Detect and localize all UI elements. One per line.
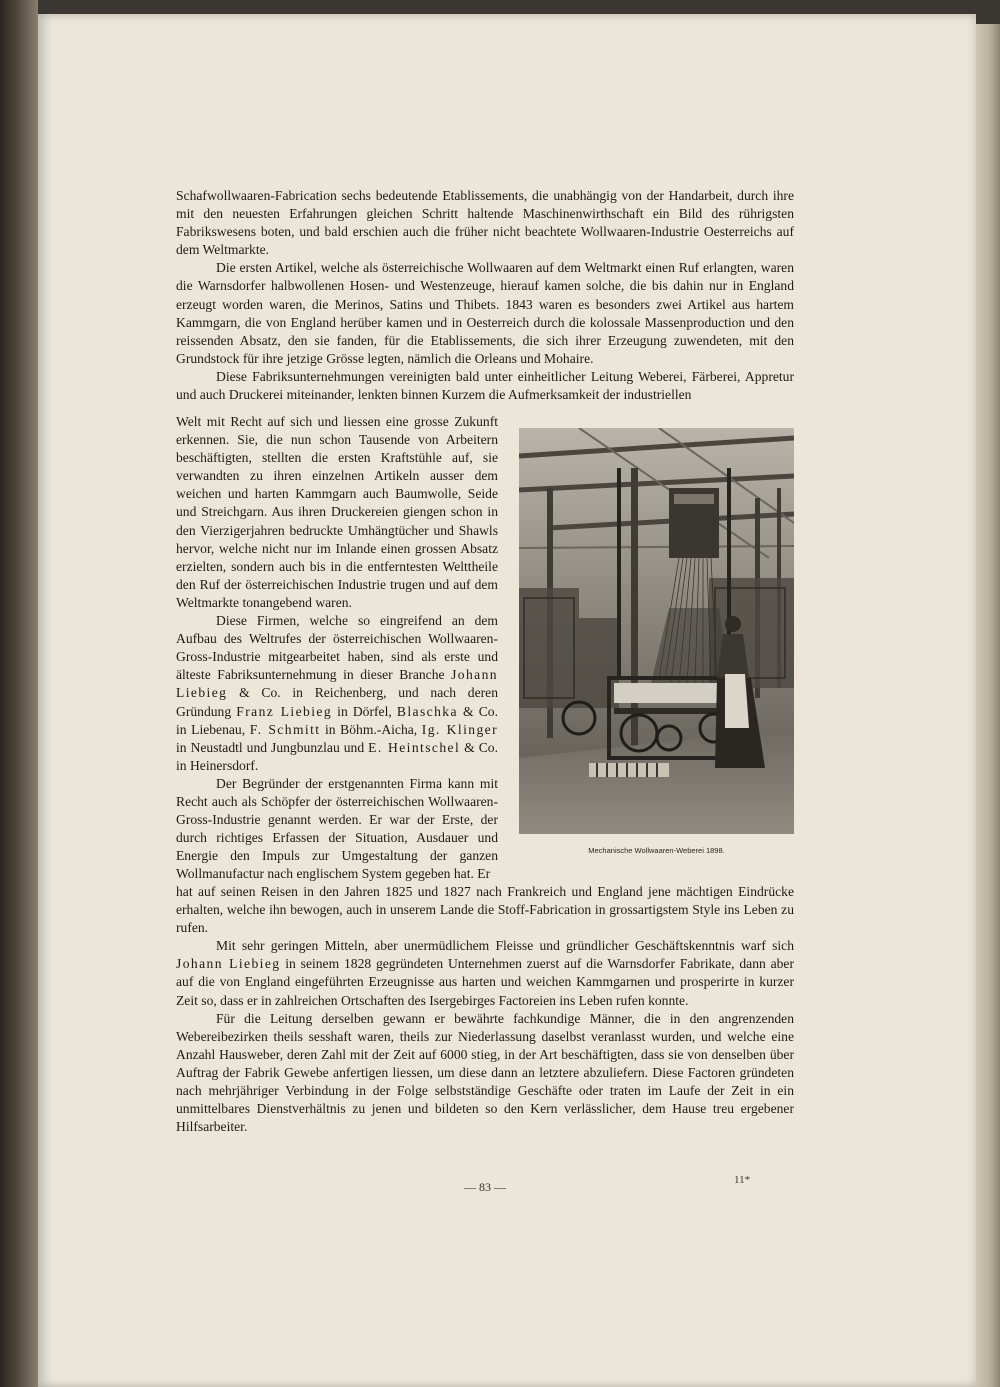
text-block-top (176, 187, 794, 404)
page-edge (976, 24, 1000, 1387)
paragraph-2: Die ersten Artikel, welche als österreichische Wollwaaren auf dem Weltmarkt einen Ruf erlangten, waren die Warnsdorfer halbwollenen Hosen- und Westenzeuge, hierauf kamen solche, die bis dahin nur in England erzeugt worden waren, die Merinos, Satins und Thibets. 1843 waren es besonders zwei Artikel aus hartem Kammgarn, die von England herüber kamen und in Oesterreich durch die kolossale Massenproduction und den reissenden Absatz, den sie fanden, für die Etablissements, die sich ihrer Erzeugung zuwendeten, mit den Grundstock für ihre jetzige Grösse legten, nämlich die Orleans und Mohaire. (176, 260, 794, 366)
figure-caption: Mechanische Wollwaaren-Weberei 1898. (588, 846, 725, 855)
paragraph-1: Schafwollwaaren-Fabrication sechs bedeutende Etablissements, die unabhängig von der Handarbeit, durch ihre mit den neuesten Erfahrungen gleichen Schritt haltende Maschinenwirthschaft ein Bild des rührigsten Fabrikswesens boten, und bald erschien auch die früher nicht beachtete Wollwaaren-Industrie Oesterreichs auf dem Weltmarkte. (176, 188, 794, 258)
text-block-bottom (176, 883, 794, 1136)
paragraph-5-cont: hat auf seinen Reisen in den Jahren 1825 und 1827 nach Frankreich und England jene mächtigen Eindrücke erhalten, welche ihn bewogen, auch in unserem Lande die Stoff-Fabrication in grossartigstem Style ins Leben zu rufen. (176, 884, 794, 936)
text-column-left (176, 413, 498, 883)
page-number: — 83 — (464, 1180, 506, 1194)
weaving-hall-illustration (519, 428, 794, 834)
paragraph-4: Diese Firmen, welche so eingreifend an dem Aufbau des Weltrufes der österreichischen Wollwaaren-Gross-Industrie mitgearbeitet haben, sind als erste und älteste Fabriksunternehmung in dieser Branche Johann Liebieg & Co. in Reichenberg, und nach deren Gründung Franz Liebieg in Dörfel, Blaschka & Co. in Liebenau, F. Schmitt in Böhm.-Aicha, Ig. Klinger in Neustadtl und Jungbunzlau und E. Heintschel & Co. in Heinersdorf. (176, 613, 499, 773)
paragraph-3-start: Diese Fabriksunternehmungen vereinigten bald unter einheitlicher Leitung Weberei, Färberei, Appretur und auch Druckerei miteinander, lenkten binnen Kurzem die Aufmerksamkeit der industriellen (176, 368, 794, 403)
paragraph-6: Mit sehr geringen Mitteln, aber unermüdlichem Fleisse und gründlicher Geschäftskenntnis warf sich Johann Liebieg in seinem 1828 gegründeten Unternehmen zuerst auf die Warnsdorfer Fabrikate, dann aber auf die von England eingeführten Erzeugnisse aus harten und weichen Kammgarnen und prosperirte in kurzer Zeit so, dass er in zahlreichen Ortschaften des Isergebirges Factoreien ins Leben rufen konnte. (176, 938, 794, 1008)
paragraph-3-cont: Welt mit Recht auf sich und liessen eine grosse Zukunft erkennen. Sie, die nun schon Tausende von Arbeitern beschäftigten, stellten die ersten Kraftstühle auf, sie verwandten zu ihren einzelnen Artikeln ausser dem weichen und harten Kammgarn auch Baumwolle, Seide und Streichgarn. Aus ihren Druckereien giengen schon in den Vierzigerjahren bedruckte Umhängtücher und Shawls hervor, welche nicht nur im Inlande einen grossen Absatz erzielten, sondern auch bis in die entferntesten Welttheile den Ruf der österreichischen Industrie trugen und auf dem Weltmarkte tonangebend waren. (176, 414, 498, 610)
paragraph-5-start: Der Begründer der erstgenannten Firma kann mit Recht auch als Schöpfer der österreichischen Wollwaaren-Gross-Industrie genannt werden. Er war der Erste, der durch richtiges Erfassen der Situation, Ausdauer und Energie den Impuls zur Umgestaltung der ganzen Wollmanufactur nach englischem System gegeben hat. Er (176, 775, 498, 882)
signature-mark: 11* (734, 1174, 751, 1186)
paragraph-7: Für die Leitung derselben gewann er bewährte fachkundige Männer, die in den angrenzenden Webereibezirken theils sesshaft waren, theils zur Niederlassung daselbst veranlasst wurden, und welche eine Anzahl Hausweber, deren Zahl mit der Zeit auf 6000 stieg, in der Art beschäftigten, dass sie von denselben über Auftrag der Fabrik Gewebe anfertigen liessen, um diese dann an letztere abzuliefern. Diese Factoren gründeten nach mehrjähriger Verbindung in der Folge selbstständige Geschäfte oder traten im Laufe der Zeit in ein unmittelbares Dienstverhältnis zu jenen und bildeten so den Kern verlässlicher, dem Hause treu ergebener Hilfsarbeiter. (176, 1010, 794, 1135)
loom-photograph (519, 428, 794, 834)
book-binding (0, 0, 38, 1387)
